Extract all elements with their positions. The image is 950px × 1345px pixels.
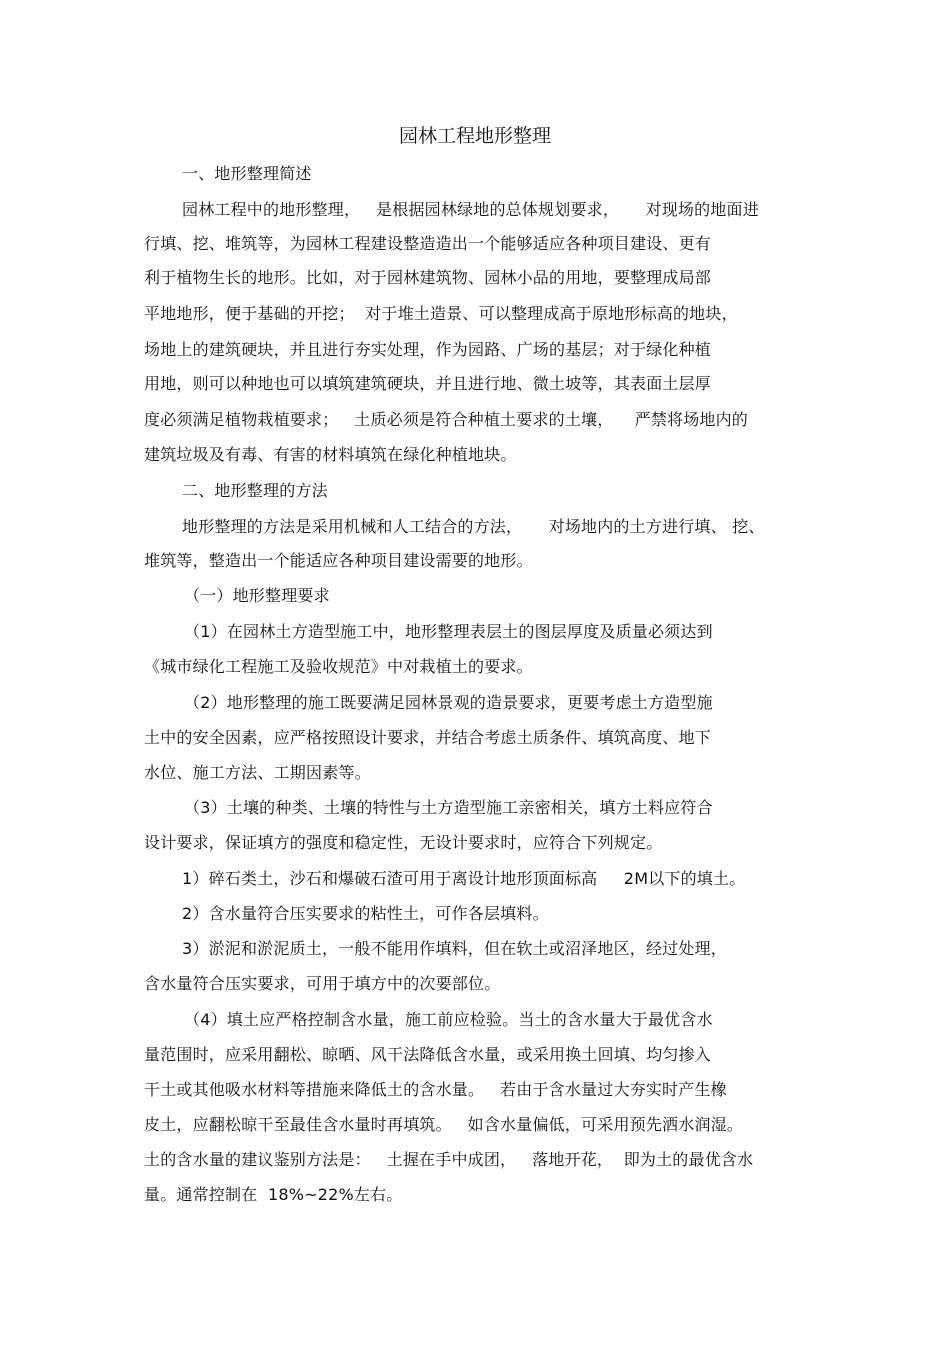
document-title: 园林工程地形整理: [398, 125, 551, 147]
paragraph-line: 度必须满足植物栽植要求； 土质必须是符合种植土要求的土壤， 严禁将场地内的: [144, 410, 749, 429]
paragraph-line: 建筑垃圾及有毒、有害的材料填筑在绿化种植地块。: [144, 445, 517, 464]
paragraph-line: 干土或其他吸水材料等措施来降低土的含水量。 若由于含水量过大夯实时产生橡: [144, 1080, 727, 1099]
paragraph-line: 量范围时，应采用翻松、晾晒、风干法降低含水量，或采用换土回填、均匀掺入: [144, 1045, 712, 1064]
paragraph-line: 水位、施工方法、工期因素等。: [144, 763, 371, 782]
list-item: （3）土壤的种类、土壤的特性与土方造型施工亲密相关，填方土料应符合: [184, 798, 713, 817]
section-heading-overview: 一、地形整理简述: [182, 164, 312, 183]
paragraph-line: 土的含水量的建议鉴别方法是： 土握在手中成团， 落地开花， 即为土的最优含水: [144, 1150, 754, 1169]
paragraph-line: 用地，则可以种地也可以填筑建筑硬块，并且进行地、微土坡等，其表面土层厚: [144, 374, 712, 393]
paragraph-line: 场地上的建筑硬块，并且进行夯实处理，作为园路、广场的基层；对于绿化种植: [144, 340, 712, 359]
paragraph-line: 《城市绿化工程施工及验收规范》中对栽植土的要求。: [144, 657, 533, 676]
list-item: 1）碎石类土，沙石和爆破石渣可用于离设计地形顶面标高 2M以下的填土。: [182, 869, 746, 888]
list-item: （2）地形整理的施工既要满足园林景观的造景要求，更要考虑土方造型施: [184, 693, 713, 712]
section-heading-method: 二、地形整理的方法: [182, 481, 328, 500]
list-item: 2）含水量符合压实要求的粘性土，可作各层填料。: [182, 904, 549, 923]
paragraph-line: 地形整理的方法是采用机械和人工结合的方法， 对场地内的土方进行填、 挖、: [182, 517, 765, 536]
list-item: （1）在园林土方造型施工中，地形整理表层土的图层厚度及质量必须达到: [184, 622, 713, 641]
subsection-heading: （一）地形整理要求: [184, 586, 330, 605]
paragraph-line: 皮土，应翻松晾干至最佳含水量时再填筑。 如含水量偏低，可采用预先洒水润湿。: [144, 1115, 744, 1134]
paragraph-line: 堆筑等，整造出一个能适应各种项目建设需要的地形。: [144, 551, 533, 570]
paragraph-line: 含水量符合压实要求，可用于填方中的次要部位。: [144, 974, 501, 993]
list-item: 3）淤泥和淤泥质土，一般不能用作填料，但在软土或沼泽地区，经过处理，: [182, 939, 727, 958]
paragraph-line: 平地地形，便于基础的开挖； 对于堆土造景、可以整理成高于原地形标高的地块，: [144, 304, 738, 323]
list-item: （4）填土应严格控制含水量，施工前应检验。当土的含水量大于最优含水: [184, 1010, 713, 1029]
paragraph-line: 设计要求，保证填方的强度和稳定性，无设计要求时，应符合下列规定。: [144, 833, 663, 852]
paragraph-line: 行填、挖、堆筑等，为园林工程建设整造造出一个能够适应各种项目建设、更有: [144, 234, 712, 253]
paragraph-line: 土中的安全因素，应严格按照设计要求，并结合考虑土质条件、填筑高度、地下: [144, 728, 712, 747]
paragraph-line: 园林工程中的地形整理， 是根据园林绿地的总体规划要求， 对现场的地面进: [182, 200, 759, 219]
paragraph-line: 量。通常控制在 18%~22%左右。: [144, 1185, 403, 1204]
paragraph-line: 利于植物生长的地形。比如，对于园林建筑物、园林小品的用地，要整理成局部: [144, 268, 712, 287]
